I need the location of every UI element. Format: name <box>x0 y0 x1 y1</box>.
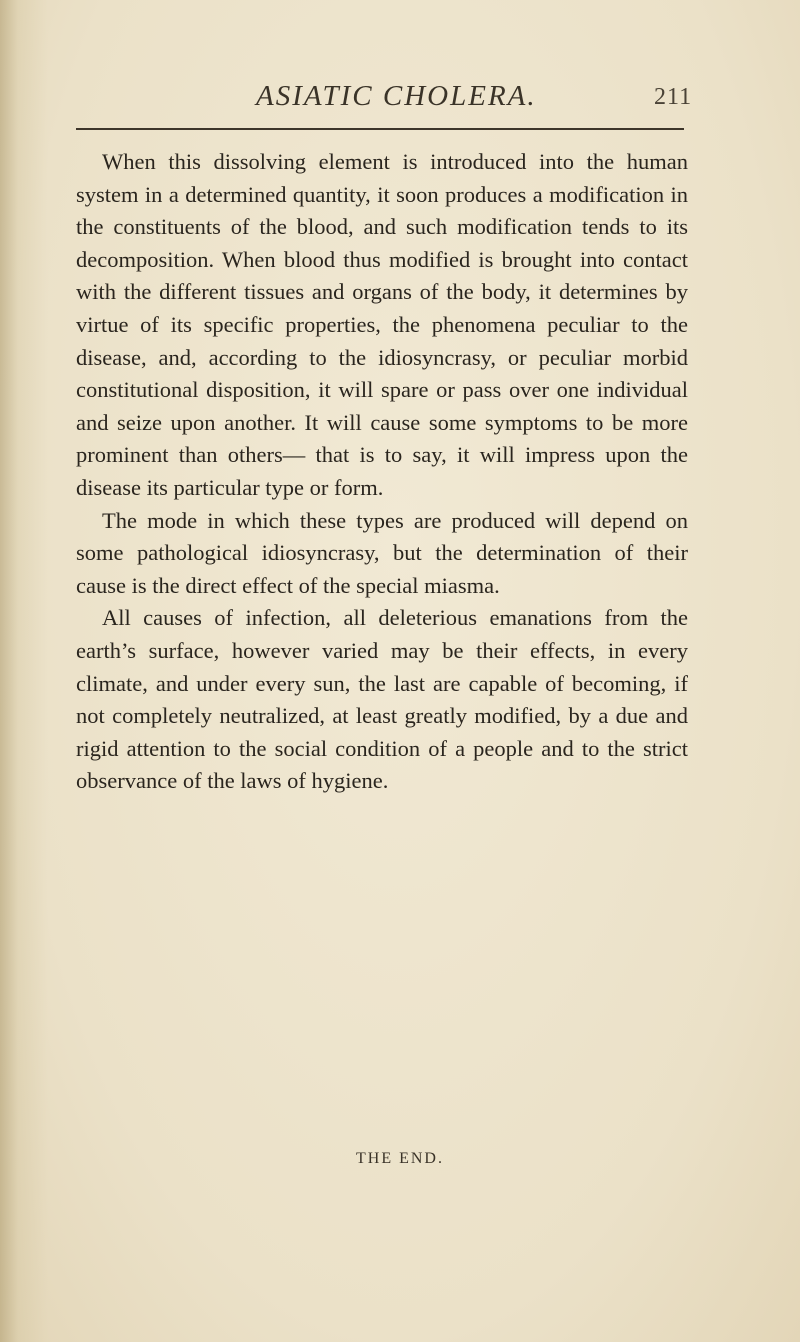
page-number: 211 <box>654 84 693 110</box>
paragraph: All causes of infection, all deleterious emanations from the earth’s surface, however varied may be their effects, in every climate, and under every sun, the last are capable of becoming, if not completely neutralized, at least greatly modified, by a due and rigid attention to the social condition of a people and to the strict observance of the laws of hygiene. <box>76 605 688 794</box>
running-title: ASIATIC CHOLERA. <box>256 80 537 112</box>
body-text <box>76 146 688 798</box>
the-end-label: THE END. <box>356 1150 444 1167</box>
header-rule <box>76 128 684 130</box>
paragraph: When this dissolving element is introduced into the human system in a determined quantity, it soon produces a modification in the constituents of the blood, and such modification tends to its decomposition. When blood thus modified is brought into contact with the different tissues and organs of the body, it determines by virtue of its specific properties, the phenomena peculiar to the disease, and, according to the idiosyncrasy, or peculiar morbid constitutional disposition, it will spare or pass over one individual and seize upon another. It will cause some symptoms to be more prominent than others— that is to say, it will impress upon the disease its particular type or form. <box>76 149 688 500</box>
running-head <box>0 78 800 118</box>
paragraph: The mode in which these types are produced will depend on some pathological idiosyncrasy, but the determination of their cause is the direct effect of the special miasma. <box>76 507 688 598</box>
